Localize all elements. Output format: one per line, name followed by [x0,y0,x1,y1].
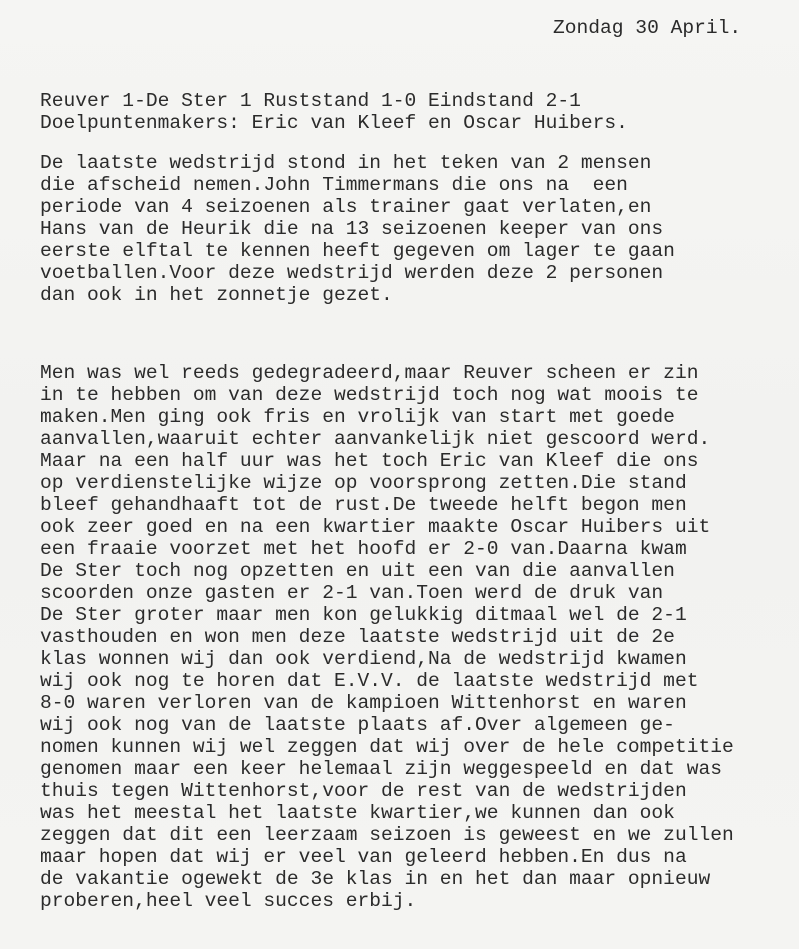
text-line: was het meestal het laatste kwartier,we kunnen dan ook [40,802,675,824]
text-line: Men was wel reeds gedegradeerd,maar Reuver scheen er zin [40,362,699,384]
text-line: Maar na een half uur was het toch Eric van Kleef die ons [40,450,699,472]
match-result: Reuver 1-De Ster 1 Ruststand 1-0 Eindstand 2-1 [40,90,581,112]
text-line: thuis tegen Wittenhorst,voor de rest van de wedstrijden [40,780,687,802]
text-line: voetballen.Voor deze wedstrijd werden deze 2 personen [40,262,664,284]
text-line: klas wonnen wij dan ook verdiend,Na de wedstrijd kwamen [40,648,687,670]
text-line: De Ster groter maar men kon gelukkig ditmaal wel de 2-1 [40,604,687,626]
scorers: Doelpuntenmakers: Eric van Kleef en Oscar Huibers. [40,112,628,134]
text-line: die afscheid nemen.John Timmermans die ons na een [40,174,628,196]
text-line: De Ster toch nog opzetten en uit een van die aanvallen [40,560,675,582]
text-line: genomen maar een keer helemaal zijn weggespeeld en dat was [40,758,722,780]
text-line: de vakantie ogewekt de 3e klas in en het dan maar opnieuw [40,868,711,890]
text-line: scoorden onze gasten er 2-1 van.Toen werd de druk van [40,582,664,604]
text-line: nomen kunnen wij wel zeggen dat wij over de hele competitie [40,736,734,758]
text-line: aanvallen,waaruit echter aanvankelijk niet gescoord werd. [40,428,711,450]
text-line: bleef gehandhaaft tot de rust.De tweede helft begon men [40,494,687,516]
text-line: wij ook nog te horen dat E.V.V. de laatste wedstrijd met [40,670,699,692]
text-line: De laatste wedstrijd stond in het teken van 2 mensen [40,152,652,174]
text-line: eerste elftal te kennen heeft gegeven om lager te gaan [40,240,675,262]
text-line: maken.Men ging ook fris en vrolijk van start met goede [40,406,675,428]
text-line: in te hebben om van deze wedstrijd toch nog wat moois te [40,384,699,406]
text-line: op verdienstelijke wijze op voorsprong zetten.Die stand [40,472,687,494]
text-line: Hans van de Heurik die na 13 seizoenen keeper van ons [40,218,664,240]
text-line: 8-0 waren verloren van de kampioen Wittenhorst en waren [40,692,687,714]
text-line: dan ook in het zonnetje gezet. [40,284,393,306]
text-line: een fraaie voorzet met het hoofd er 2-0 van.Daarna kwam [40,538,687,560]
text-line: ook zeer goed en na een kwartier maakte Oscar Huibers uit [40,516,711,538]
text-line: periode van 4 seizoenen als trainer gaat verlaten,en [40,196,652,218]
text-line: wij ook nog van de laatste plaats af.Over algemeen ge- [40,714,675,736]
text-line: proberen,heel veel succes erbij. [40,890,417,912]
text-line: vasthouden en won men deze laatste wedstrijd uit de 2e [40,626,675,648]
text-line: zeggen dat dit een leerzaam seizoen is geweest en we zullen [40,824,734,846]
document-date: Zondag 30 April. [553,17,742,39]
text-line: maar hopen dat wij er veel van geleerd hebben.En dus na [40,846,687,868]
